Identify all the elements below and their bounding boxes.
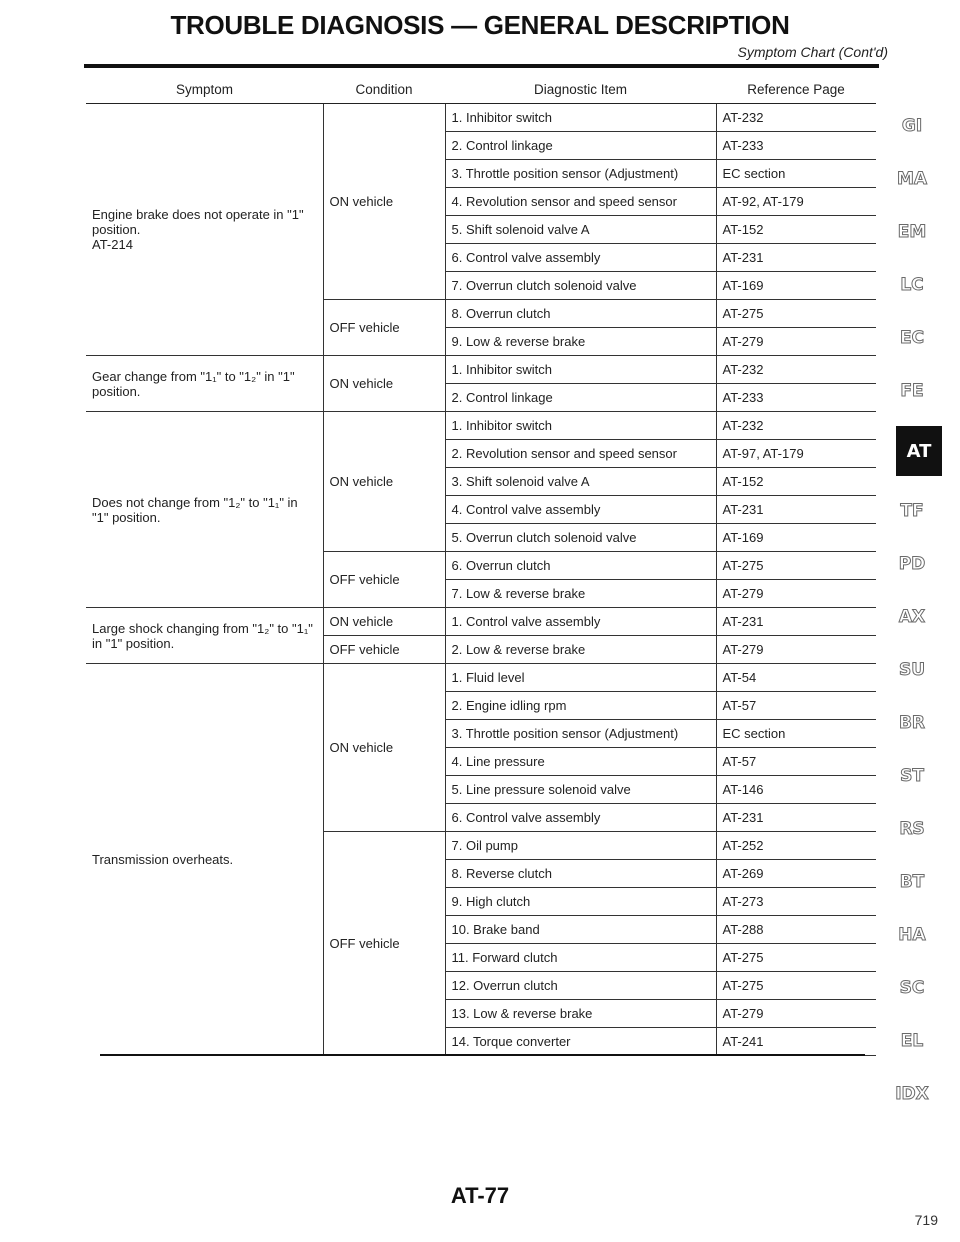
footer-rule [100,1054,865,1056]
section-tab-idx[interactable]: IDX [895,1084,929,1104]
section-tab-pd[interactable]: PD [898,554,926,574]
diagnostic-item-cell: 3. Throttle position sensor (Adjustment) [445,720,716,748]
reference-page-cell: EC section [716,160,876,188]
header-condition: Condition [323,75,445,104]
reference-page-cell: AT-241 [716,1028,876,1056]
diagnostic-item-cell: 7. Low & reverse brake [445,580,716,608]
section-index-tabs [882,108,942,1129]
header-rule [84,64,879,68]
reference-page-cell: AT-232 [716,104,876,132]
diagnostic-item-cell: 3. Shift solenoid valve A [445,468,716,496]
diagnostic-item-cell: 1. Inhibitor switch [445,412,716,440]
reference-page-cell: AT-233 [716,384,876,412]
section-tab-ax[interactable]: AX [898,607,926,627]
diagnostic-item-cell: 5. Line pressure solenoid valve [445,776,716,804]
table-row [86,104,876,132]
diagnostic-item-cell: 2. Revolution sensor and speed sensor [445,440,716,468]
table-row [86,356,876,384]
reference-page-cell: AT-233 [716,132,876,160]
diagnostic-item-cell: 8. Overrun clutch [445,300,716,328]
section-tab-sc[interactable]: SC [899,978,925,998]
reference-page-cell: AT-231 [716,244,876,272]
section-tab-tf[interactable]: TF [900,501,924,521]
reference-page-cell: AT-275 [716,300,876,328]
reference-page-cell: AT-269 [716,860,876,888]
reference-page-cell: AT-275 [716,972,876,1000]
symptom-cell: Gear change from "1₁" to "1₂" in "1" position. [86,356,323,412]
reference-page-cell: EC section [716,720,876,748]
reference-page-cell: AT-232 [716,412,876,440]
condition-cell: ON vehicle [323,104,445,300]
reference-page-cell: AT-231 [716,608,876,636]
diagnostic-item-cell: 6. Control valve assembly [445,244,716,272]
reference-page-cell: AT-231 [716,496,876,524]
diagnostic-item-cell: 12. Overrun clutch [445,972,716,1000]
symptom-cell: Engine brake does not operate in "1" position. AT-214 [86,104,323,356]
diagnostic-item-cell: 6. Control valve assembly [445,804,716,832]
symptom-cell: Transmission overheats. [86,664,323,1056]
reference-page-cell: AT-252 [716,832,876,860]
section-tab-ha[interactable]: HA [898,925,926,945]
diagnostic-item-cell: 8. Reverse clutch [445,860,716,888]
condition-cell: ON vehicle [323,608,445,636]
reference-page-cell: AT-169 [716,524,876,552]
diagnostic-item-cell: 7. Overrun clutch solenoid valve [445,272,716,300]
header-diagnostic-item: Diagnostic Item [445,75,716,104]
section-tab-fe[interactable]: FE [900,381,924,401]
diagnostic-item-cell: 5. Overrun clutch solenoid valve [445,524,716,552]
diagnostic-item-cell: 6. Overrun clutch [445,552,716,580]
reference-page-cell: AT-273 [716,888,876,916]
reference-page-cell: AT-288 [716,916,876,944]
condition-cell: ON vehicle [323,356,445,412]
table-body [86,104,876,1056]
diagnostic-item-cell: 4. Revolution sensor and speed sensor [445,188,716,216]
section-tab-lc[interactable]: LC [900,275,924,295]
condition-cell: OFF vehicle [323,552,445,608]
diagnostic-item-cell: 4. Line pressure [445,748,716,776]
reference-page-cell: AT-279 [716,580,876,608]
section-tab-em[interactable]: EM [897,222,927,242]
reference-page-cell: AT-54 [716,664,876,692]
symptom-cell: Does not change from "1₂" to "1₁" in "1" position. [86,412,323,608]
header-symptom: Symptom [86,75,323,104]
section-tab-rs[interactable]: RS [899,819,925,839]
diagnostic-item-cell: 3. Throttle position sensor (Adjustment) [445,160,716,188]
diagnostic-item-cell: 4. Control valve assembly [445,496,716,524]
diagnostic-item-cell: 14. Torque converter [445,1028,716,1056]
diagnostic-item-cell: 1. Inhibitor switch [445,356,716,384]
page-subtitle: Symptom Chart (Cont'd) [737,44,888,60]
reference-page-cell: AT-97, AT-179 [716,440,876,468]
diagnostic-item-cell: 7. Oil pump [445,832,716,860]
corner-number: 719 [914,1212,938,1228]
reference-page-cell: AT-279 [716,1000,876,1028]
section-tab-su[interactable]: SU [898,660,926,680]
reference-page-cell: AT-152 [716,216,876,244]
reference-page-cell: AT-275 [716,944,876,972]
diagnostic-item-cell: 1. Control valve assembly [445,608,716,636]
condition-cell: ON vehicle [323,664,445,832]
diagnostic-item-cell: 1. Inhibitor switch [445,104,716,132]
reference-page-cell: AT-275 [716,552,876,580]
section-tab-ec[interactable]: EC [899,328,925,348]
section-tab-at[interactable]: AT [896,426,942,476]
condition-cell: OFF vehicle [323,636,445,664]
symptom-cell: Large shock changing from "1₂" to "1₁" in "1" position. [86,608,323,664]
diagnostic-item-cell: 13. Low & reverse brake [445,1000,716,1028]
condition-cell: OFF vehicle [323,300,445,356]
diagnostic-item-cell: 2. Low & reverse brake [445,636,716,664]
section-tab-ma[interactable]: MA [896,169,928,189]
table-row [86,664,876,692]
diagnostic-item-cell: 2. Control linkage [445,384,716,412]
diagnostic-item-cell: 5. Shift solenoid valve A [445,216,716,244]
reference-page-cell: AT-231 [716,804,876,832]
section-tab-br[interactable]: BR [898,713,926,733]
reference-page-cell: AT-152 [716,468,876,496]
table-header-row [86,75,876,104]
reference-page-cell: AT-146 [716,776,876,804]
reference-page-cell: AT-279 [716,636,876,664]
section-tab-st[interactable]: ST [900,766,924,786]
reference-page-cell: AT-169 [716,272,876,300]
reference-page-cell: AT-279 [716,328,876,356]
condition-cell: ON vehicle [323,412,445,552]
header-reference-page: Reference Page [716,75,876,104]
diagnostic-item-cell: 9. Low & reverse brake [445,328,716,356]
reference-page-cell: AT-232 [716,356,876,384]
reference-page-cell: AT-92, AT-179 [716,188,876,216]
diagnostic-item-cell: 1. Fluid level [445,664,716,692]
section-tab-bt[interactable]: BT [899,872,925,892]
condition-cell: OFF vehicle [323,832,445,1056]
page-number: AT-77 [450,1183,510,1208]
diagnostic-item-cell: 2. Engine idling rpm [445,692,716,720]
diagnostic-item-cell: 9. High clutch [445,888,716,916]
reference-page-cell: AT-57 [716,692,876,720]
diagnostic-item-cell: 10. Brake band [445,916,716,944]
section-tab-el[interactable]: EL [900,1031,924,1051]
reference-page-cell: AT-57 [716,748,876,776]
section-tab-gi[interactable]: GI [901,116,923,136]
diagnostic-item-cell: 11. Forward clutch [445,944,716,972]
table-row [86,412,876,440]
page-title: TROUBLE DIAGNOSIS — GENERAL DESCRIPTION [170,10,790,40]
symptom-chart-table [86,75,876,1056]
diagnostic-item-cell: 2. Control linkage [445,132,716,160]
table-row [86,608,876,636]
